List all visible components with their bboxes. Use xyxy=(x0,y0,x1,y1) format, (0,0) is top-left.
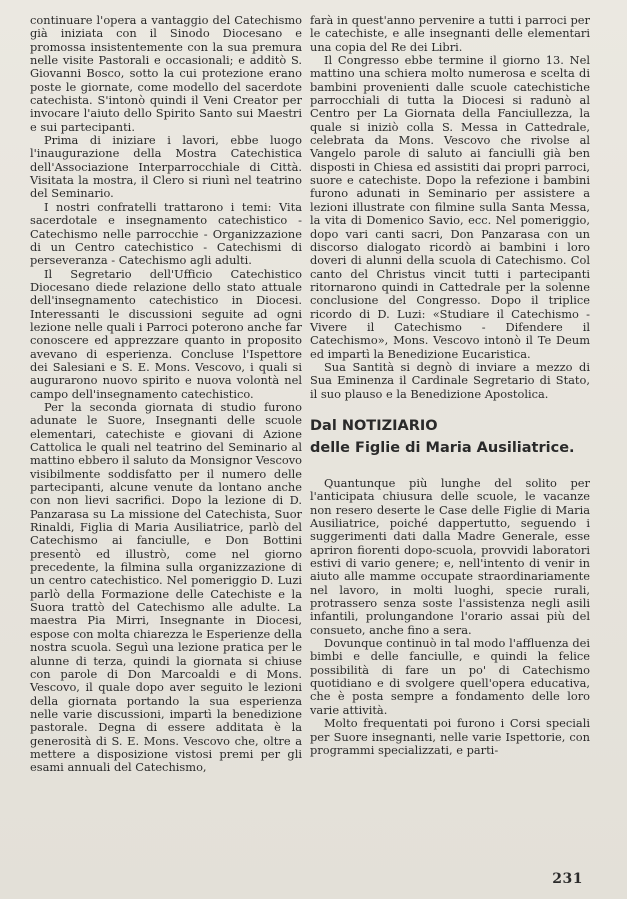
paragraph: Dovunque continuò in tal modo l'affluenza dei bimbi e delle fanciulle, e quindi la felice possibilità di fare un po' di Catechismo quotidiano e di svolgere quell'opera educativa, che è posta sempre a fondamento delle loro varie attività. xyxy=(310,636,590,717)
paragraph: Sua Santità si degnò di inviare a mezzo di Sua Eminenza il Cardinale Segretario di Stato, il suo plauso e la Benedizione Apostolica. xyxy=(310,359,590,401)
section-heading xyxy=(310,415,590,459)
paragraph: farà in quest'anno pervenire a tutti i parroci per le catechiste, e alle insegnanti delle elementari una copia del Re dei Libri. xyxy=(310,13,590,54)
paragraph: I nostri confratelli trattarono i temi: Vita sacerdotale e insegnamento catechistico - Catechismo nelle parrocchie - Organizzazione di un Centro catechistico - Catechismi di perseveranza - Catechismo agli adulti. xyxy=(30,199,302,268)
paragraph: Il Congresso ebbe termine il giorno 13. Nel mattino una schiera molto numerosa e scelta di bambini provenienti dalle scuole catechistiche parrocchiali di tutta la Diocesi si radunò al Centro per La Giornata della Fanciullezza, la quale si iniziò colla S. Messa in Cattedrale, celebrata da Mons. Vescovo che rivolse al Vangelo parole di saluto ai fanciulli già ben disposti in Chiesa ed assistiti dai propri parroci, suore e catechiste. Dopo la refezione i bambini furono adunati in Seminario per assistere a lezioni illustrate con filmine sulla Santa Messa, la vita di Domenico Savio, ecc. Nel pomeriggio, dopo vari canti sacri, Don Panzarasa con un discorso dialogato ricordò ai bambini i loro doveri di alunni della scuola di Catechismo. Col canto del Christus vincit tutti i partecipanti ritornarono quindi in Cattedrale per la solenne conclusione del Congresso. Dopo il triplice ricordo di D. Luzi: «Studiare il Catechismo - Vivere il Catechismo - Difendere il Catechismo», Mons. Vescovo intonò il Te Deum ed impartì la Benedizione Eucaristica. xyxy=(310,53,590,361)
paragraph: Prima di iniziare i lavori, ebbe luogo l'inaugurazione della Mostra Catechistica dell'Associazione Interparrocchiale di Città. Visitata la mostra, il Clero si riunì nel teatrino del Seminario. xyxy=(30,133,302,201)
section-heading-line-1: Dal NOTIZIARIO xyxy=(310,417,438,434)
paragraph: continuare l'opera a vantaggio del Catechismo già iniziata con il Sinodo Diocesano e promossa insistentemente con la sua premura nelle visite Pastorali e occasionali; e additò S. Giovanni Bosco, sotto la cui protezione erano poste le giornate, come modello del sacerdote catechista. S'intonò quindi il Veni Creator per invocare l'aiuto dello Spirito Santo sui Maestri e sui partecipanti. xyxy=(30,13,302,134)
paragraph: Il Segretario dell'Ufficio Catechistico Diocesano diede relazione dello stato attuale dell'insegnamento catechistico in Diocesi. Interessanti le discussioni seguite ad ogni lezione nelle quali i Parroci poterono anche far conoscere ed apprezzare quanto in proposito avevano di esperienza. Concluse l'Ispettore dei Salesiani e S. E. Mons. Vescovo, i quali si augurarono nuovo spirito e nuova volontà nel campo dell'insegnamento catechistico. xyxy=(30,266,302,401)
page-number: 231 xyxy=(552,871,583,887)
left-column xyxy=(30,14,302,775)
paragraph: Molto frequentati poi furono i Corsi speciali per Suore insegnanti, nelle varie Ispettorie, con programmi specializzati, e parti- xyxy=(310,716,590,757)
paragraph: Quantunque più lunghe del solito per l'anticipata chiusura delle scuole, le vacanze non resero deserte le Case delle Figlie di Maria Ausiliatrice, poiché dappertutto, seguendo i suggerimenti dati dalla Madre Generale, esse apriron fiorenti dopo-scuola, provvidi laboratori estivi di vario genere; e, nell'intento di venir in aiuto alle mamme occupate straordinariamente nel lavoro, in molti luoghi, specie rurali, protrassero senza soste l'assistenza negli asili infantili, prolungandone l'orario assai più del consueto, anche fino a sera. xyxy=(310,475,590,637)
right-column xyxy=(310,14,590,757)
section-heading-line-2: delle Figlie di Maria Ausiliatrice. xyxy=(310,439,575,456)
paragraph: Per la seconda giornata di studio furono adunate le Suore, Insegnanti delle scuole elementari, catechiste e giovani di Azione Cattolica le quali nel teatrino del Seminario al mattino ebbero il saluto da Monsignor Vescovo visibilmente soddisfatto per il numero delle partecipanti, alcune venute da lontano anche con non lievi sacrifici. Dopo la lezione di D. Panzarasa su La missione del Catechista, Suor Rinaldi, Figlia di Maria Ausiliatrice, parlò del Catechismo ai fanciulle, e Don Bottini presentò ed illustrò, come nel giorno precedente, la filmina sulla organizzazione di un centro catechistico. Nel pomeriggio D. Luzi parlò della Formazione delle Catechiste e la Suora trattò del Catechismo alle adulte. La maestra Pia Mirri, Insegnante in Diocesi, espose con molta chiarezza le Esperienze della nostra scuola. Seguì una lezione pratica per le alunne di terza, quindi la giornata si chiuse con parole di Don Marcoaldi e di Mons. Vescovo, il quale dopo aver seguito le lezioni della giornata portando la sua esperienza nelle varie discussioni, impartì la benedizione pastorale. Degna di essere additata è la generosità di S. E. Mons. Vescovo che, oltre a mettere a disposizione vistosi premi per gli esami annuali del Catechismo, xyxy=(30,399,303,775)
